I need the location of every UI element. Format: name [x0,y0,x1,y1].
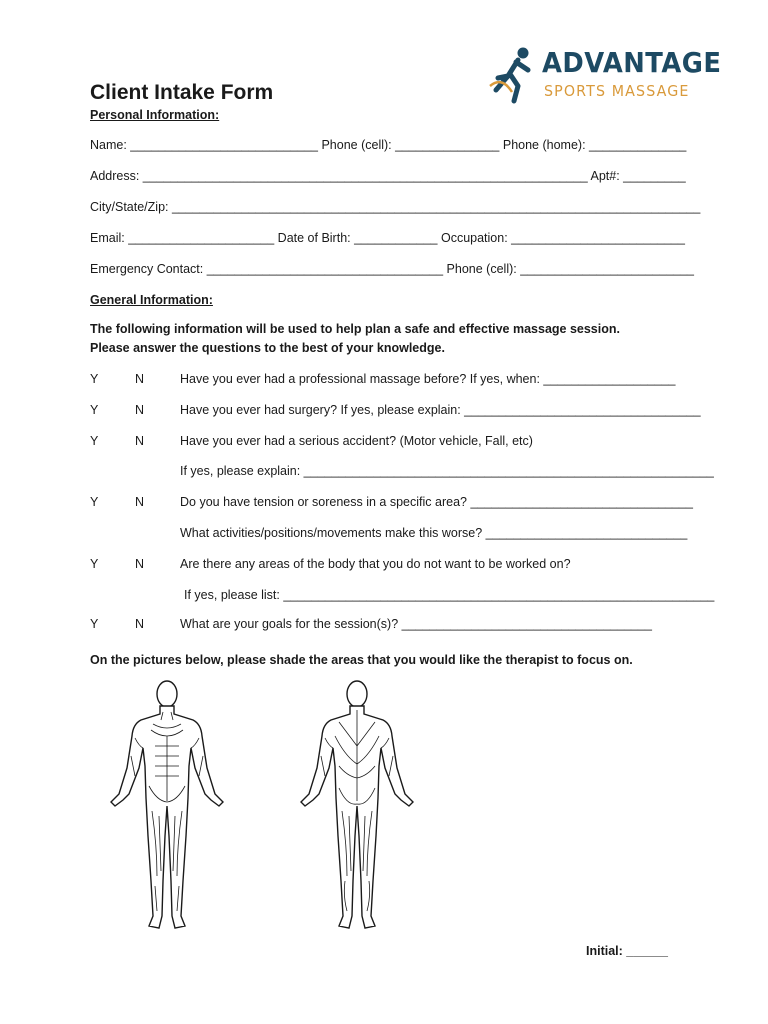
q1-no-option[interactable]: N [135,372,145,386]
question-2[interactable]: Have you ever had surgery? If yes, please explain: __________________________________ [180,403,701,417]
q1-yes-option[interactable]: Y [90,372,99,386]
question-6[interactable]: What are your goals for the session(s)? ____________________________________ [180,617,652,631]
city-state-zip-row[interactable]: City/State/Zip: ____________________________________________________________________________ [90,200,701,214]
initial-field[interactable]: Initial: ______ [586,944,668,958]
question-4[interactable]: Do you have tension or soreness in a specific area? ________________________________ [180,495,693,509]
question-5: Are there any areas of the body that you do not want to be worked on? [180,557,571,571]
logo-main-text: ADVANTAGE [542,46,722,79]
emergency-contact-row[interactable]: Emergency Contact: __________________________________ Phone (cell): _________________________ [90,262,694,276]
intro-line-2: Please answer the questions to the best of your knowledge. [90,341,445,355]
diagram-instruction: On the pictures below, please shade the areas that you would like the therapist to focus on. [90,653,633,667]
form-title: Client Intake Form [90,81,274,104]
body-back-figure [301,681,413,928]
body-front-figure [111,681,223,928]
question-3-followup[interactable]: If yes, please explain: ___________________________________________________________ [180,464,714,478]
question-4-followup[interactable]: What activities/positions/movements make this worse? _____________________________ [180,526,688,540]
q4-no-option[interactable]: N [135,495,145,509]
address-row[interactable]: Address: ________________________________________________________________ Apt#: _________ [90,169,686,183]
q6-yes-option[interactable]: Y [90,617,99,631]
body-front-diagram[interactable] [105,676,230,936]
q3-no-option[interactable]: N [135,434,145,448]
general-info-heading: General Information: [90,293,213,307]
email-dob-occupation-row[interactable]: Email: _____________________ Date of Birth: ____________ Occupation: _________________________ [90,231,685,245]
intro-line-1: The following information will be used to help plan a safe and effective massage session. [90,322,620,336]
q5-no-option[interactable]: N [135,557,145,571]
name-phone-row[interactable]: Name: ___________________________ Phone (cell): _______________ Phone (home): ______________ [90,138,687,152]
q6-no-option[interactable]: N [135,617,145,631]
q3-yes-option[interactable]: Y [90,434,99,448]
question-1[interactable]: Have you ever had a professional massage before? If yes, when: ___________________ [180,372,676,386]
logo-sub-text: SPORTS MASSAGE [544,82,690,100]
q5-yes-option[interactable]: Y [90,557,99,571]
body-back-diagram[interactable] [295,676,420,936]
question-5-followup[interactable]: If yes, please list: ______________________________________________________________ [184,588,715,602]
q4-yes-option[interactable]: Y [90,495,99,509]
runner-icon [488,46,538,104]
q2-no-option[interactable]: N [135,403,145,417]
company-logo [488,44,722,104]
question-3: Have you ever had a serious accident? (Motor vehicle, Fall, etc) [180,434,533,448]
q2-yes-option[interactable]: Y [90,403,99,417]
personal-info-heading: Personal Information: [90,108,220,122]
